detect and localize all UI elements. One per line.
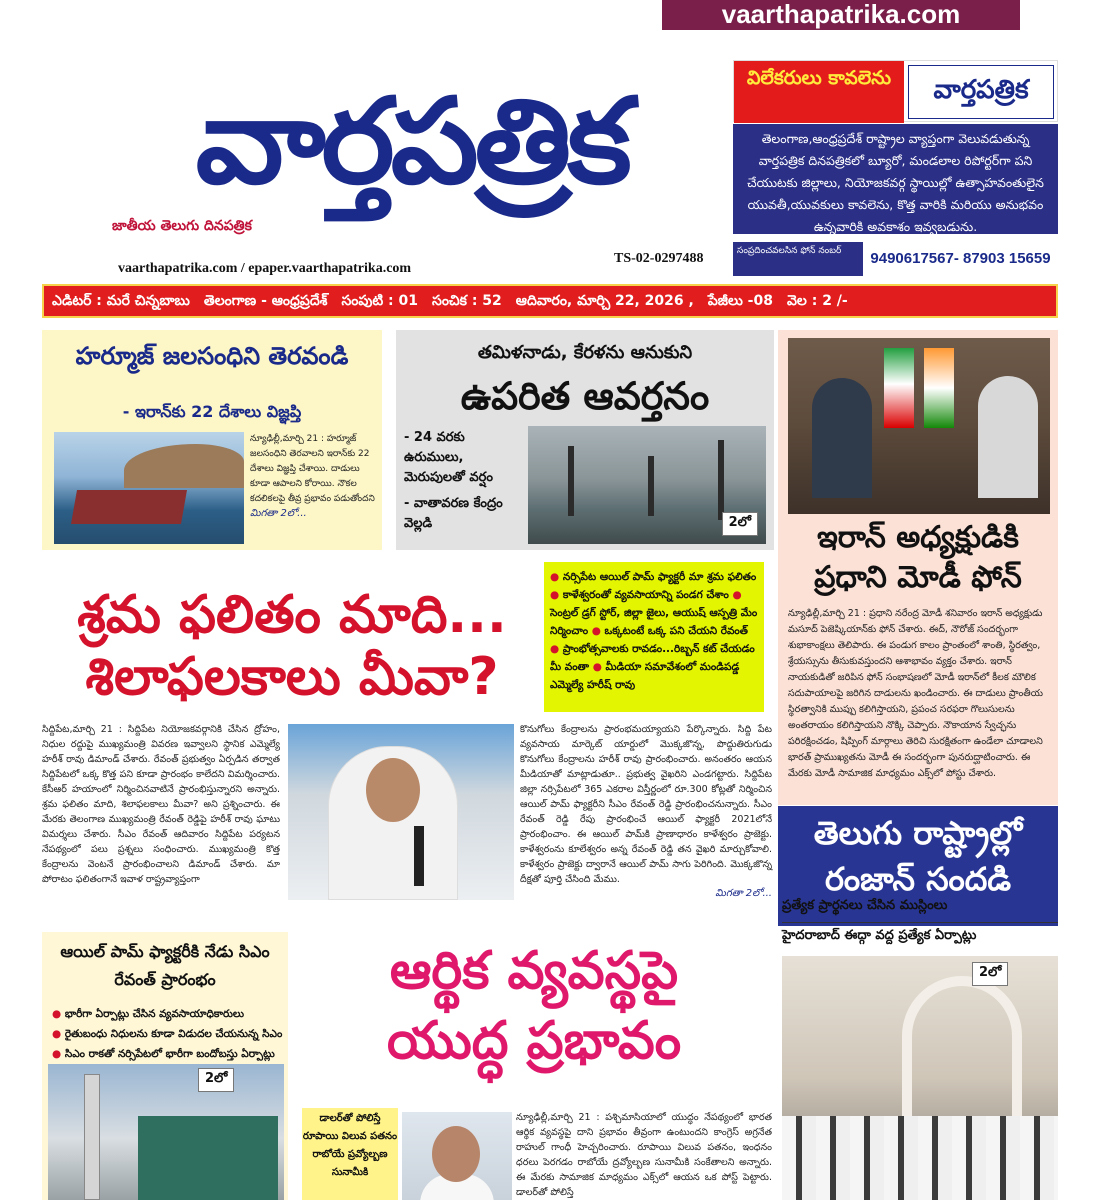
edition-info-strip [42,284,1058,318]
ship-photo [54,432,244,544]
story-weather[interactable] [396,330,774,550]
leaders-photo [788,338,1050,514]
recruitment-ad-logo: వార్తపత్రిక [908,65,1054,119]
recruitment-ad-body: తెలంగాణ,ఆంధ్రప్రదేశ్ రాష్ట్రాల వ్యాప్తంగా వెలువడుతున్న వార్తపత్రిక దినపత్రికలో బ్యూరో, మండలాల రిపోర్టర్‌గా పని చేయుటకు జిల్లాలు, నియోజకవర్గ స్థాయిల్లో ఉత్సాహవంతులైన యువతీ,యువకులు కావలెను, కొత్త వారికి మరియు అనుభవం ఉన్నవారికి అవకాశం ఇవ్వబడును. [733,124,1058,234]
story-headline: ఇరాన్ అధ్యక్షుడికి ప్రధాని మోడీ ఫోన్ [814,520,1022,595]
economy-body: న్యూఢిల్లీ,మార్చి 21 : పశ్చిమాసియాలో యుద్ధం నేపథ్యంలో భారత ఆర్థిక వ్యవస్థపై దాని ప్రభావం తీవ్రంగా ఉంటుందని కాంగ్రెస్ అగ్రనేత రాహుల్ గాంధీ హెచ్చరించారు. రూపాయి విలువ పతనం, ఇంధనం ధరలు పెరగడం రాబోయే ద్రవ్యోల్బణ సునామీకి సంకేతాలని అన్నారు. ఈ మేరకు సామాజిక మాధ్యమం ఎక్స్‌లో ఆయన ఒక పోస్ట్ పెట్టారు. డాలర్‌తో పోలిస్తే [516,1112,772,1198]
story-subheadline: ప్రత్యేక ప్రార్థనలు చేసిన ముస్లింలు [782,898,948,913]
story-subheadline: - ఇరాన్‌కు 22 దేశాలు విజ్ఞప్తి [122,402,302,421]
story-kicker: తమిళనాడు, కేరళను ఆనుకుని [477,342,693,363]
highlight-item: సెంట్రల్ డ్రగ్ స్టోర్, జిల్లా జైలు, ఆయుష్ ఆస్పత్రి మేం నిర్మించాం [550,607,758,637]
highlight-item: ప్రాంభోత్సవాలకు రావడం...రిబ్బన్ కట్ చేయడం మీ వంతా [550,643,755,673]
edition-states: తెలంగాణ - ఆంధ్రప్రదేశ్ [203,293,328,309]
story-body: న్యూఢిల్లీ,మార్చి 21 : హర్మూజ్ జలసంధిని తెరవాలని ఇరాన్‌కు 22 దేశాలు విజ్ఞప్తి చేశాయి. దాడులు కూడా ఆపాలని కోరాయి. నౌకల కదలికలపై తీవ్ర ప్రభావం పడుతోందని మిగతా 2లో... [250,434,375,519]
highlight-item: నర్సిపేట ఆయిల్ పామ్ ఫ్యాక్టరీ మా శ్రమ ఫలితం [562,571,757,583]
recruitment-ad-title: విలేకరులు కావలెను [734,61,904,123]
story-point: - 24 వరకు ఉరుములు, మెరుపులతో వర్షం [404,430,493,485]
lead-headline[interactable]: శ్రమ ఫలితం మాది... శిలాఫలకాలు మీవా? [77,585,507,707]
lead-body-col1: సిద్దిపేట,మార్చి 21 : సిద్దిపేట నియోజకవర్గానికి చేసిన ద్రోహం, నిధుల రద్దుపై ముఖ్యమంత్రి వివరణ ఇవ్వాలని స్థానిక ఎమ్మెల్యే హరీశ్ రావు డిమాండ్ చేశారు. రేవంత్ ప్రభుత్వం ఏర్పడిన తర్వాత సిద్దిపేటలో ఒక్క కొత్త పని కూడా ప్రారంభం కాలేదని విమర్శించారు. కేసీఆర్ హయాంలో నిర్మించినవాటినే ప్రారంభిస్తున్నారని అన్నారు. శ్రమ ఫలితం మాది, శిలాఫలకాలు మీవా? అని ప్రశ్నించారు. ఈ మేరకు తెలంగాణ ముఖ్యమంత్రి రేవంత్ రెడ్డిపై హరీశ్ రావు ఘాటు విమర్శలు చేశారు. సీఎం రేవంత్ ఆదివారం సిద్దిపేట పర్యటన నేపథ్యంలో పలు ప్రశ్నలు సంధించారు. ముఖ్యమంత్రి కొత్త కేంద్రాలను వెంటనే ప్రారంభించాలని డిమాండ్ చేశారు. మా పోరాటం ఫలితంగానే ఇవాళ రాష్ట్రవ్యాప్తంగా [42,724,280,885]
prayer-photo [782,956,1058,1200]
highlight-item: ఒక్కటంటే ఒక్క పని చేయని రేవంత్ [604,625,748,637]
story-headline: తెలుగు రాష్ట్రాల్లో రంజాన్ సందడి [813,814,1023,898]
story-point: సిఎం రాకతో నర్సిపేటలో భారీగా బందోబస్తు ఏర్పాట్లు [64,1048,275,1060]
story-body: న్యూఢిల్లీ,మార్చి 21 : ప్రధాని నరేంద్ర మోడీ శనివారం ఇరాన్ అధ్యక్షుడు మసూద్ పెజెష్కియాన్‌కు ఫోన్ చేశారు. ఈద్, నౌరోజ్ సందర్భంగా శుభాకాంక్షలు తెలిపారు. ఈ పండుగ కాలం ప్రాంతంలో శాంతి, స్థిరత్వం, శ్రేయస్సును తీసుకువస్తుందని ఆశాభావం వ్యక్తం చేశారు. ఇరాన్ నాయకుడితో జరిపిన ఫోన్ సంభాషణలో మోడీ ఇరాన్‌లో కీలక మౌలిక సదుపాయాలపై జరిగిన దాడులను ఖండించారు. ఈ దాడులు ప్రాంతీయ స్థిరత్వానికి ముప్పు కలిగిస్తాయని, ప్రపంచ సరఫరా గొలుసులను అంతరాయం కలిగిస్తాయని నొక్కి చెప్పారు. నౌకాయాన స్వేచ్ఛను పరిరక్షించడం, షిప్పింగ్ మార్గాలు తెరిచి సురక్షితంగా ఉండేలా చూడాలని భారత్ ప్రాముఖ్యతను మోడీ ఈ సందర్భంగా పునరుద్ఘాటించారు. ఈ మేరకు మోడీ సామాజిక మాధ్యమం ఎక్స్‌లో పోస్టు చేశారు. [788,608,1043,779]
storm-photo [528,426,766,544]
story-subheadline: హైదరాబాద్ ఈద్గా వద్ద ప్రత్యేక ఏర్పాట్లు [782,928,977,943]
issue-date: ఆదివారం, మార్చి 22, 2026 , [515,293,694,309]
page-count: పేజీలు -08 [707,293,773,309]
issue-number: సంచిక : 52 [432,293,502,309]
factory-photo [48,1064,284,1200]
page-ref-badge[interactable]: 2లో [972,962,1008,986]
story-hormuz[interactable] [42,330,382,550]
logo-wordmark: వార్తపత్రిక [195,72,628,210]
highlight-item: మీడియా సమావేశంలో మండిపడ్డ ఎమ్మెల్యే హరీష్ రావు [550,661,740,691]
story-headline: ఆయిల్ పామ్ ఫ్యాక్టరీకి నేడు సిఎం రేవంత్ ప్రారంభం [60,942,270,989]
price: వెల : 2 /- [786,293,848,309]
story-point: - వాతావరణ కేంద్రం వెల్లడి [404,496,503,531]
registration-number: TS-02-0297488 [614,251,704,266]
story-points [404,428,524,534]
rahul-photo [402,1112,512,1200]
recruitment-ad-contact [733,242,1058,276]
story-points: ● భారీగా ఏర్పాట్లు చేసిన వ్యవసాయాధికారులు ● రైతుబంధు నిధులను కూడా విడుదల చేయనున్న సిఎం ● సిఎం రాకతో నర్సిపేటలో భారీగా బందోబస్తు ఏర్పాట్లు [52,1008,283,1060]
newspaper-logo [62,62,728,232]
contact-numbers[interactable]: 9490617567- 87903 15659 [863,242,1058,276]
volume-number: సంపుటి : 01 [341,293,418,309]
story-headline: హర్మూజ్ జలసంధిని తెరవండి [75,342,349,370]
lead-highlights: ● నర్సిపేట ఆయిల్ పామ్ ఫ్యాక్టరీ మా శ్రమ ఫలితం ● కాళేశ్వరంతో వ్యవసాయాన్ని పండగ చేశాం ● సెంట్రల్ డ్రగ్ స్టోర్, జిల్లా జైలు, ఆయుష్ ఆస్పత్రి మేం నిర్మించాం ● ఒక్కటంటే ఒక్క పని చేయని రేవంత్ ● ప్రాంభోత్సవాలకు రావడం...రిబ్బన్ కట్ చేయడం మీ వంతా ● మీడియా సమావేశంలో మండిపడ్డ ఎమ్మెల్యే హరీష్ రావు [544,562,764,712]
logo-tagline: జాతీయ తెలుగు దినపత్రిక [112,218,252,234]
story-point: రైతుబంధు నిధులను కూడా విడుదల చేయనున్న సిఎం [64,1028,283,1040]
continued-link[interactable]: మిగతా 2లో... [250,508,307,519]
lead-body-col2: కొనుగోలు కేంద్రాలను ప్రారంభమయ్యాయని పేర్కొన్నారు. సిద్ది పేట వ్యవసాయ మార్కెట్ యార్డులో మొక్కజొన్న, పొద్దుతిరుగుడు కొనుగోలు కేంద్రాలను హరీశ్ రావు ప్రారంభించారు. అనంతరం ఆయన మీడియాతో మాట్లాడుతూ.. ప్రభుత్వ వైఖరిని ఎండగట్టారు. సిద్దిపేట జిల్లా నర్సిపేటలో 365 ఎకరాల విస్తీర్ణంలో రూ.300 కోట్లతో నిర్మించిన ఆయిల్ పామ్ ఫ్యాక్టరీని సీఎం రేవంత్ రెడ్డి ప్రారంభించనున్నారు. సీఎం రేవంత్ రెడ్డి రేపు ప్రారంభించే ఆయిల్ ఫ్యాక్టరీ 2021లోనే ప్రారంభించాం. ఈ ఆయిల్ పామ్‌కి ప్రాణాధారం కాళేశ్వరం ప్రాజెక్టు. కాళేశ్వరంను కూలేశ్వరం అన్న రేవంత్ రెడ్డి తన వైఖరి మార్చుకోవాలి. కాళేశ్వరం ప్రాజెక్టు ద్వారానే ఆయిల్ పామ్ సాగు పెరిగింది. మొక్కజొన్న దీక్షతో పూర్తి చేసింది మేము. మిగతా 2లో... [520,724,772,899]
site-url-banner[interactable]: vaarthapatrika.com [662,0,1020,30]
contact-label: సంప్రదించవలసిన ఫోన్ నంబర్ [737,246,842,256]
continued-link[interactable]: మిగతా 2లో... [715,888,772,899]
page-ref-badge[interactable]: 2లో [198,1068,234,1092]
story-modi-call[interactable] [778,330,1058,805]
editor-name: ఎడిటర్ : మరే చిన్నబాబు [52,293,190,309]
page-ref-badge[interactable]: 2లో [722,512,758,536]
economy-headline[interactable]: ఆర్థిక వ్యవస్థపై యుద్ధ ప్రభావం [386,941,682,1071]
website-links[interactable]: vaarthapatrika.com / epaper.vaarthapatrika.com [118,261,412,276]
story-headline: ఉపరిత ఆవర్తనం [460,374,710,418]
highlight-item: కాళేశ్వరంతో వ్యవసాయాన్ని పండగ చేశాం [562,589,729,601]
economy-sidebar: డాలర్‌తో పోలిస్తే రూపాయి విలువ పతనం రాబోయే ప్రవ్యోల్బణ సునామీకి [302,1108,398,1200]
divider [782,922,1058,923]
story-point: భారీగా ఏర్పాట్లు చేసిన వ్యవసాయాధికారులు [64,1008,244,1020]
speaker-photo [288,724,514,900]
story-oil-palm[interactable] [42,932,288,1200]
recruitment-ad-header [733,60,1058,122]
